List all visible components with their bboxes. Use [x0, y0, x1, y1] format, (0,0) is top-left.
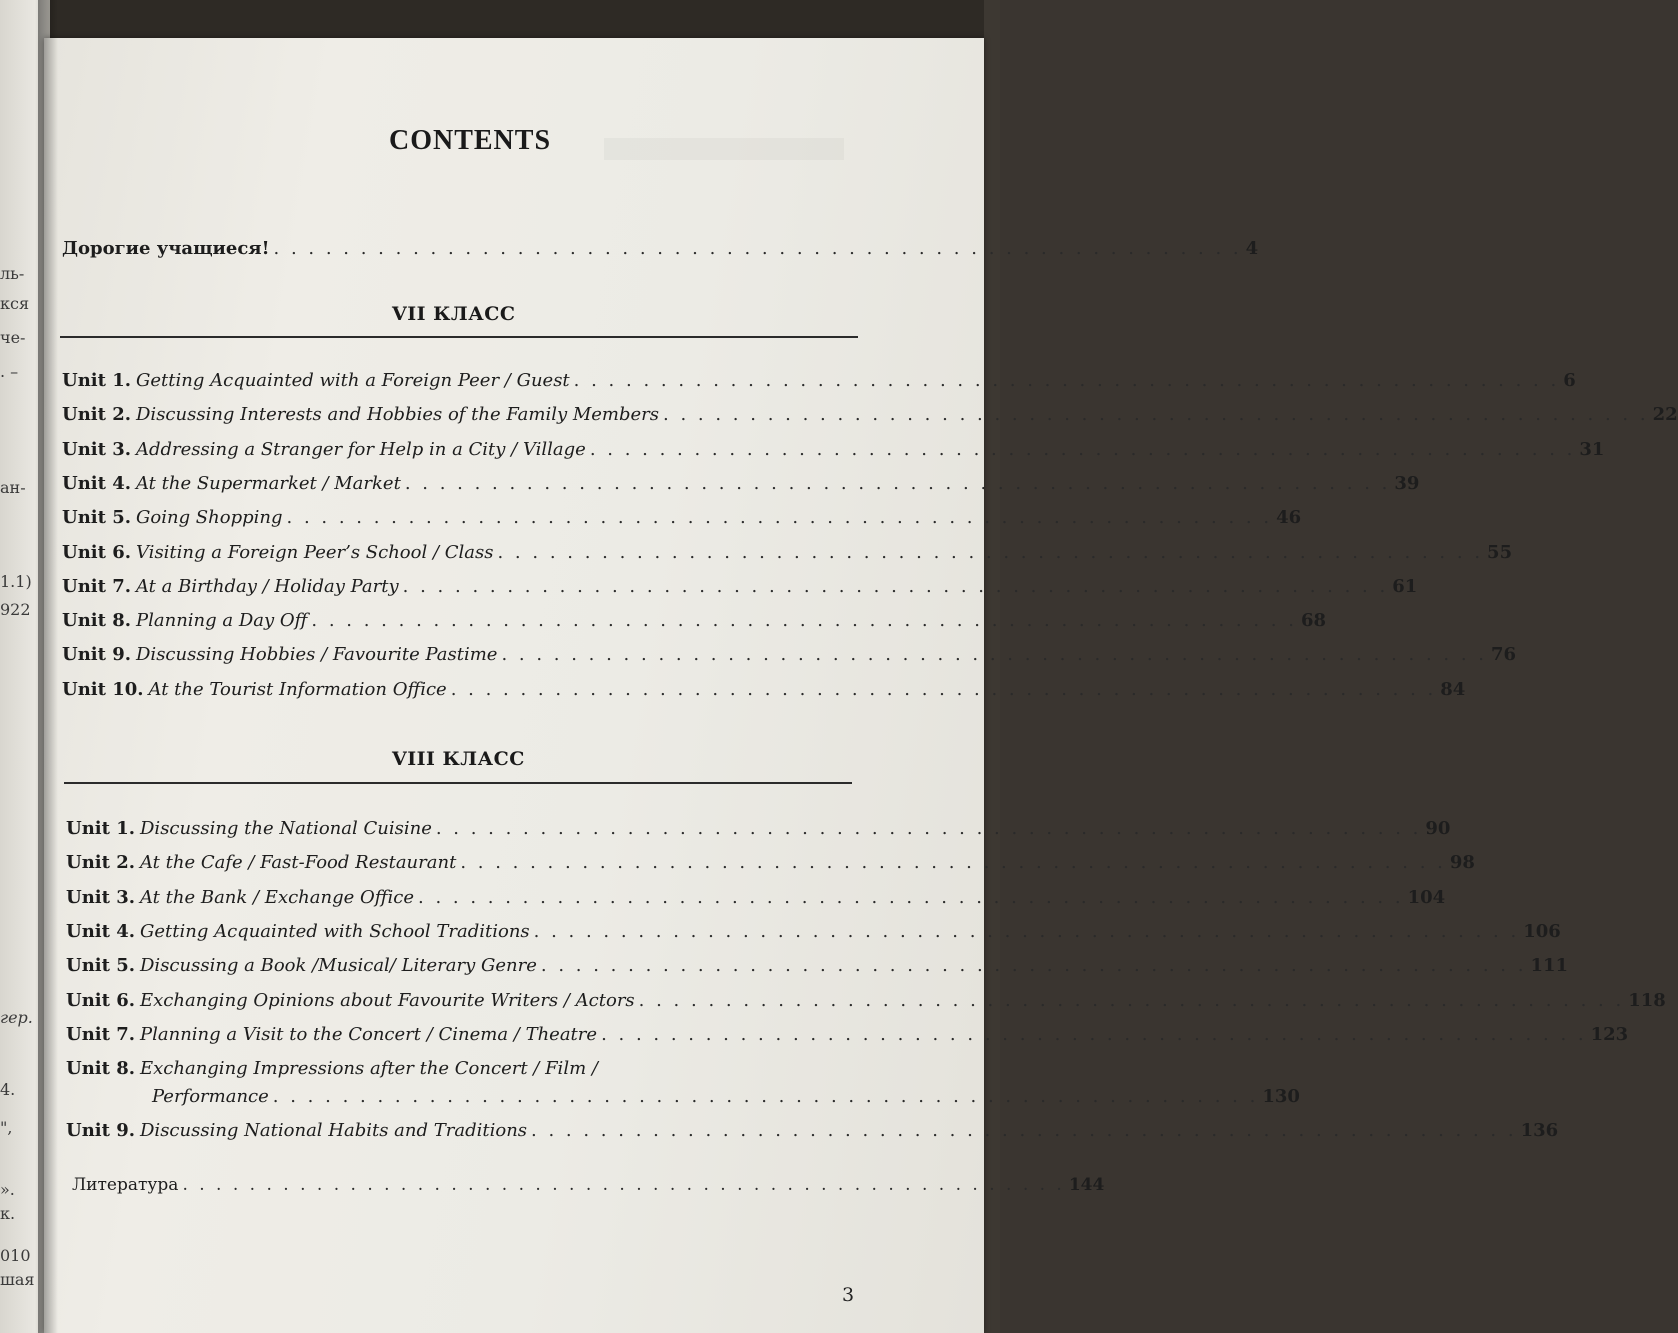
toc-unit-title: Planning a Visit to the Concert / Cinema / Theatre [140, 1023, 598, 1045]
left-page-fragment: 1.1) [0, 572, 32, 591]
toc-unit-title: Exchanging Opinions about Favourite Writers / Actors [140, 989, 635, 1011]
background-top [0, 0, 1000, 38]
toc-unit-title: Discussing National Habits and Traditions [140, 1120, 528, 1142]
toc-page-number: 6 [1563, 370, 1576, 391]
toc-unit-title: At the Cafe / Fast-Food Restaurant [140, 852, 457, 874]
toc-entry [62, 644, 1517, 666]
toc-literature-label: Литература [72, 1175, 179, 1195]
bleed-through [604, 138, 844, 160]
toc-page-number: 84 [1440, 678, 1466, 700]
toc-unit-number: Unit 6. [66, 989, 135, 1011]
leader-dots: . . . . . . . . . . . . . . . . . . . . . . . . . . . . . . . . . . . . . . . . . . . . . . . . . . . . . . . . . [272, 1086, 1259, 1108]
left-page-fragment: шая [0, 1270, 35, 1289]
left-page-fragment: 4. [0, 1080, 16, 1099]
toc-unit-title-continuation: Performance [152, 1086, 269, 1108]
toc-intro-row [62, 238, 1259, 259]
toc-unit-number: Unit 3. [66, 886, 135, 908]
toc-unit-number: Unit 1. [66, 818, 135, 839]
toc-unit-title: At the Supermarket / Market [136, 472, 401, 494]
leader-dots: . . . . . . . . . . . . . . . . . . . . . . . . . . . . . . . . . . . . . . . . . . . . . . . . . . . . . . . . . [601, 1023, 1587, 1045]
toc-page-number: 4 [1245, 238, 1259, 259]
toc-unit-title: At a Birthday / Holiday Party [136, 575, 399, 597]
toc-page-number: 39 [1394, 472, 1420, 494]
toc-unit-title: Exchanging Impressions after the Concert / Film / [140, 1058, 598, 1080]
toc-page-number: 98 [1449, 852, 1475, 874]
leader-dots: . . . . . . . . . . . . . . . . . . . . . . . . . . . . . . . . . . . . . . . . . . . . . . . . . . . . . . . . . [573, 370, 1560, 391]
toc-entry [62, 472, 1420, 494]
leader-dots: . . . . . . . . . . . . . . . . . . . . . . . . . . . . . . . . . . . . . . . . . . . . . . . . . . . . . . . . . [501, 644, 1488, 666]
toc-entry-continuation [152, 1086, 1300, 1108]
left-page-fragment: ан- [0, 478, 26, 497]
page-number: 3 [842, 1284, 855, 1306]
left-page-fragment: че- [0, 328, 26, 347]
toc-entry [66, 1058, 852, 1079]
left-page-fragment: . – [0, 362, 19, 381]
toc-unit-title: Addressing a Stranger for Help in a City / Village [136, 438, 586, 460]
toc-page-number: 68 [1300, 610, 1327, 632]
section-heading-vii: VII КЛАСС [392, 303, 516, 325]
leader-dots: . . . . . . . . . . . . . . . . . . . . . . . . . . . . . . . . . . . . . . . . . . . . . . . . . . . . . . . . . [311, 610, 1297, 632]
toc-unit-title: Discussing the National Cuisine [140, 818, 432, 839]
toc-unit-title: Discussing Interests and Hobbies of the Family Members [136, 404, 660, 426]
toc-page-number: 55 [1487, 541, 1513, 563]
toc-unit-title: Getting Acquainted with a Foreign Peer / Guest [136, 370, 570, 391]
toc-unit-number: Unit 4. [62, 472, 131, 494]
toc-entry [62, 610, 1327, 632]
toc-intro-label: Дорогие учащиеся! [62, 238, 270, 259]
toc-entry [62, 507, 1302, 529]
toc-page-number: 106 [1523, 920, 1561, 942]
toc-unit-number: Unit 9. [62, 644, 131, 666]
toc-entry [62, 541, 1513, 563]
toc-unit-number: Unit 10. [62, 678, 144, 700]
toc-entry [66, 1120, 1559, 1142]
left-page-fragment: кся [0, 294, 30, 313]
toc-entry [66, 989, 1666, 1011]
toc-page-number: 31 [1579, 438, 1605, 460]
toc-entry [62, 678, 1466, 700]
toc-page-number: 104 [1407, 886, 1446, 908]
toc-entry [62, 370, 1576, 391]
section-heading-viii: VIII КЛАСС [392, 748, 525, 770]
toc-page-number: 136 [1520, 1120, 1559, 1142]
toc-unit-number: Unit 3. [62, 438, 131, 460]
toc-page-number: 61 [1392, 575, 1418, 597]
toc-unit-number: Unit 5. [66, 955, 135, 977]
left-page-fragment: ", [0, 1118, 13, 1137]
toc-page-number: 111 [1530, 955, 1569, 977]
leader-dots: . . . . . . . . . . . . . . . . . . . . . . . . . . . . . . . . . . . . . . . . . . . . . . . . . . . . . . . . . [540, 955, 1527, 977]
toc-page-number: 130 [1262, 1086, 1300, 1108]
leader-dots: . . . . . . . . . . . . . . . . . . . . . . . . . . . . . . . . . . . . . . . . . . . . . . . . . . . . . . . . . [418, 886, 1404, 908]
toc-unit-title: At the Tourist Information Office [148, 678, 447, 700]
toc-page-number: 90 [1425, 818, 1451, 839]
toc-unit-title: Planning a Day Off [136, 610, 308, 632]
leader-dots: . . . . . . . . . . . . . . . . . . . . . . . . . . . . . . . . . . . . . . . . . . . . . . . . . . . . . . . . . [663, 404, 1649, 426]
leader-dots: . . . . . . . . . . . . . . . . . . . . . . . . . . . . . . . . . . . . . . . . . . . . . . . . . . . . . . . . . [589, 438, 1576, 460]
leader-dots: . . . . . . . . . . . . . . . . . . . . . . . . . . . . . . . . . . . . . . . . . . . . . . . . . . . . . . . . . [531, 1120, 1517, 1142]
left-page-fragment: гер. [0, 1008, 33, 1027]
toc-entry [62, 438, 1605, 460]
toc-unit-number: Unit 9. [66, 1120, 135, 1142]
toc-page-number: 144 [1068, 1175, 1105, 1195]
toc-unit-title: Discussing a Book /Musical/ Literary Genre [140, 955, 537, 977]
leader-dots: . . . . . . . . . . . . . . . . . . . . . . . . . . . . . . . . . . . . . . . . . . . . . . . . . . . . . . . . . [450, 678, 1437, 700]
left-page-fragment: 922 [0, 600, 31, 619]
leader-dots: . . . . . . . . . . . . . . . . . . . . . . . . . . . . . . . . . . . . . . . . . . . . . . . . . . . . . . . . . [460, 852, 1446, 874]
toc-unit-title: Going Shopping [136, 507, 283, 529]
toc-unit-title: At the Bank / Exchange Office [140, 886, 414, 908]
toc-entry [66, 1023, 1629, 1045]
leader-dots: . . . . . . . . . . . . . . . . . . . . . . . . . . . . . . . . . . . . . . . . . . . . . . . . . . . . . . . . . [497, 541, 1484, 563]
toc-unit-number: Unit 7. [62, 575, 131, 597]
toc-unit-title: Discussing Hobbies / Favourite Pastime [136, 644, 498, 666]
toc-page-number: 22 [1652, 404, 1678, 426]
toc-entry [66, 920, 1561, 942]
toc-page-number: 76 [1491, 644, 1517, 666]
toc-entry [62, 404, 1678, 426]
leader-dots: . . . . . . . . . . . . . . . . . . . . . . . . . . . . . . . . . . . . . . . . . . . . . . . . . . . . . [182, 1175, 1065, 1195]
toc-page-number: 46 [1276, 507, 1302, 529]
toc-page-number: 118 [1628, 989, 1666, 1011]
page-title: CONTENTS [388, 125, 552, 156]
toc-unit-number: Unit 8. [66, 1058, 135, 1080]
toc-unit-number: Unit 7. [66, 1023, 135, 1045]
left-page-fragment: ль- [0, 264, 25, 283]
leader-dots: . . . . . . . . . . . . . . . . . . . . . . . . . . . . . . . . . . . . . . . . . . . . . . . . . . . . . . . . . [286, 507, 1273, 529]
leader-dots: . . . . . . . . . . . . . . . . . . . . . . . . . . . . . . . . . . . . . . . . . . . . . . . . . . . . . . . . [273, 238, 1242, 259]
toc-unit-number: Unit 6. [62, 541, 131, 563]
toc-entry [66, 818, 1451, 839]
toc-unit-number: Unit 2. [66, 852, 135, 874]
left-page-fragment: 010 [0, 1246, 31, 1265]
toc-literature-row [72, 1175, 1105, 1195]
toc-entry [62, 575, 1418, 597]
toc-unit-number: Unit 5. [62, 507, 131, 529]
toc-unit-title: Visiting a Foreign Peer’s School / Class [136, 541, 494, 563]
gutter-shadow [38, 0, 58, 1333]
toc-entry [66, 852, 1475, 874]
section-rule [64, 782, 852, 784]
toc-page-number: 123 [1590, 1023, 1629, 1045]
leader-dots: . . . . . . . . . . . . . . . . . . . . . . . . . . . . . . . . . . . . . . . . . . . . . . . . . . . . . . . . . [402, 575, 1389, 597]
toc-unit-number: Unit 2. [62, 404, 131, 426]
toc-unit-title: Getting Acquainted with School Traditions [140, 920, 530, 942]
section-rule [60, 336, 858, 338]
leader-dots: . . . . . . . . . . . . . . . . . . . . . . . . . . . . . . . . . . . . . . . . . . . . . . . . . . . . . . . . . [435, 818, 1422, 839]
leader-dots: . . . . . . . . . . . . . . . . . . . . . . . . . . . . . . . . . . . . . . . . . . . . . . . . . . . . . . . . . [404, 472, 1391, 494]
leader-dots: . . . . . . . . . . . . . . . . . . . . . . . . . . . . . . . . . . . . . . . . . . . . . . . . . . . . . . . . . [638, 989, 1625, 1011]
toc-entry [66, 955, 1569, 977]
toc-unit-number: Unit 1. [62, 370, 131, 391]
left-page-fragment: ». [0, 1180, 15, 1199]
leader-dots: . . . . . . . . . . . . . . . . . . . . . . . . . . . . . . . . . . . . . . . . . . . . . . . . . . . . . . . . . [533, 920, 1520, 942]
left-page-fragment: к. [0, 1204, 16, 1223]
toc-entry [66, 886, 1446, 908]
toc-unit-number: Unit 8. [62, 610, 131, 632]
toc-unit-number: Unit 4. [66, 920, 135, 942]
